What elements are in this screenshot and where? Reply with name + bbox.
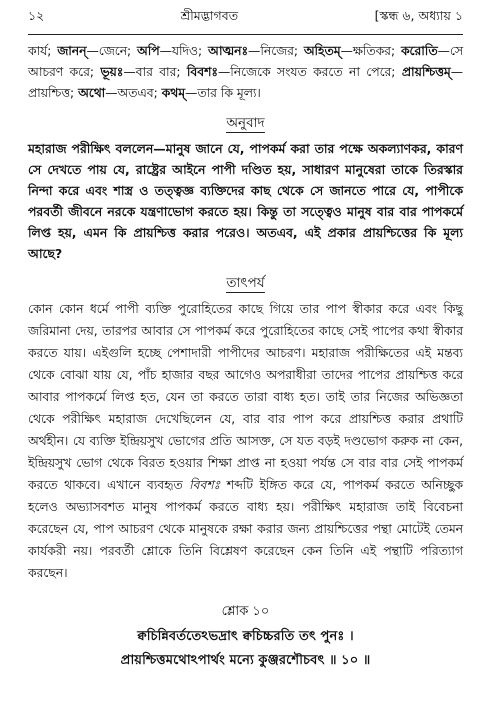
synonym-meaning: —অতএব; [105,86,162,100]
synonym-term: অপি [137,44,160,58]
synonym-meaning: —তার কি মূল্য। [185,86,261,100]
synonym-meaning: —ক্ষতিকর; [340,44,401,58]
synonym-meaning: —বার বার; [123,65,187,79]
verse-heading: শ্লোক ১০ [221,604,270,619]
synonym-meaning: —জেনে; [86,44,138,58]
book-title: শ্রীমদ্ভাগবত [180,8,239,23]
translation-text: মহারাজ পরীক্ষিৎ বললেন—মানুষ জানে যে, পাপকর্ম করা তার পক্ষে অকল্যাণকর, কারণ সে দেখতে পায় যে, রাষ্ট্রের আইনে পাপী দণ্ডিত হয়, সাধারণ মানুষেরা তাকে তিরস্কার নিন্দা করে এবং শাস্ত্র ও তত্ত্বজ্ঞ ব্যক্তিদের কাছ থেকে সে জানতে পারে যে, পাপীকে পরবর্তী জীবনে নরকে যন্ত্রণাভোগ করতে হয়। কিন্তু তা সত্ত্বেও মানুষ বার বার পাপকর্মে লিপ্ত হয়, এমন কি প্রায়শ্চিত্ত করার পরেও। অতএব, এই প্রকার প্রায়শ্চিত্তের কি মূল্য আছে? [28,141,463,261]
chapter-reference: [স্কন্ধ ৬, অধ্যায় ১ [374,8,463,23]
synonym-term: অহিতম্ [303,44,341,58]
synonym-meaning: —প্রায়শ্চিত্ত; [28,65,464,100]
synonym-term: জানন্ [57,44,87,58]
synonym-meaning: —নিজেকে সংযত করতে না পেরে; [217,65,402,79]
purport-text: কোন কোন ধর্মে পাপী ব্যক্তি পুরোহিতের কাছে গিয়ে তার পাপ স্বীকার করে এবং কিছু জরিমানা দেয়, তারপর আবার সে পাপকর্ম করে পুরোহিতের কাছে সেই পাপের কথা স্বীকার করতে যায়। এইগুলি হচ্ছে পেশাদারী পাপীদের আচরণ। মহারাজ পরীক্ষিতের এই মন্তব্য থেকে বোঝা যায় যে, পাঁচ হাজার বছর আগেও অপরাধীরা তাদের পাপের প্রায়শ্চিত্ত করে আবার পাপকর্মে লিপ্ত হত, যেন তা করতে তারা বাধ্য হত। তাই তার নিজের অভিজ্ঞতা থেকে পরীক্ষিৎ মহারাজ দেখেছিলেন যে, বার বার পাপ করে প্রায়শ্চিত্ত করার প্রথাটি অর্থহীন। যে ব্যক্তি ইন্দ্রিয়সুখ ভোগের প্রতি আসক্ত, সে যত বড়ই দণ্ডভোগ করুক না কেন, ইন্দ্রিয়সুখ ভোগ থেকে বিরত হওয়ার শিক্ষা প্রাপ্ত না হওয়া পর্যন্ত সে বার বার সেই পাপকর্ম করতে থাকবে। এখানে ব্যবহৃত বিবশঃ শব্দটি ইঙ্গিত করে যে, পাপকর্ম করতে অনিচ্ছুক হলেও অভ্যাসবশত মানুষ পাপকর্ম করতে বাধ্য হয়। পরীক্ষিৎ মহারাজ তাই বিবেচনা করেছেন যে, পাপ আচরণ থেকে মানুষকে রক্ষা করার জন্য প্রায়শ্চিত্তের পন্থা মোটেই তেমন কার্যকরী নয়। পরবর্তী শ্লোকে তিনি বিশ্লেষণ করেছেন কেন তিনি এই পন্থাটি পরিত্যাগ করছেন। [28,302,464,580]
word-for-word-synonyms [28,41,463,104]
header-rule [28,34,463,35]
translation-heading: অনুবাদ [226,115,265,131]
synonym-meaning: —সে আচরণ করে; [28,44,463,79]
synonym-term: কথম্ [161,86,186,100]
purport-heading: তাৎপর্য [226,275,265,291]
purport-italic-term: বিবশঃ [189,478,221,492]
page-number: ১২ [28,8,45,23]
synonym-meaning: —যদিও; [159,44,208,58]
synonym-meaning: কার্য; [28,44,58,58]
synonym-term: বিবশঃ [186,65,218,79]
synonym-term: আত্মনঃ [207,44,249,58]
verse-line-2: প্রায়শ্চিত্তমথোঽপার্থং মন্যে কুঞ্জরশৌচবৎ ॥ ১০ ॥ [120,653,371,668]
synonym-term: ভূয়ঃ [100,65,124,79]
synonym-term: করোতি [400,44,438,58]
running-header [28,8,463,34]
synonym-term: অথো [78,86,106,100]
synonym-meaning: —নিজের; [248,44,304,58]
verse-line-1: ক্বচিন্নিবর্ততেঽভদ্রাৎ ক্বচিচ্চরতি তৎ পুনঃ । [137,629,354,644]
synonym-term: প্রায়শ্চিত্তম্ [401,65,451,79]
